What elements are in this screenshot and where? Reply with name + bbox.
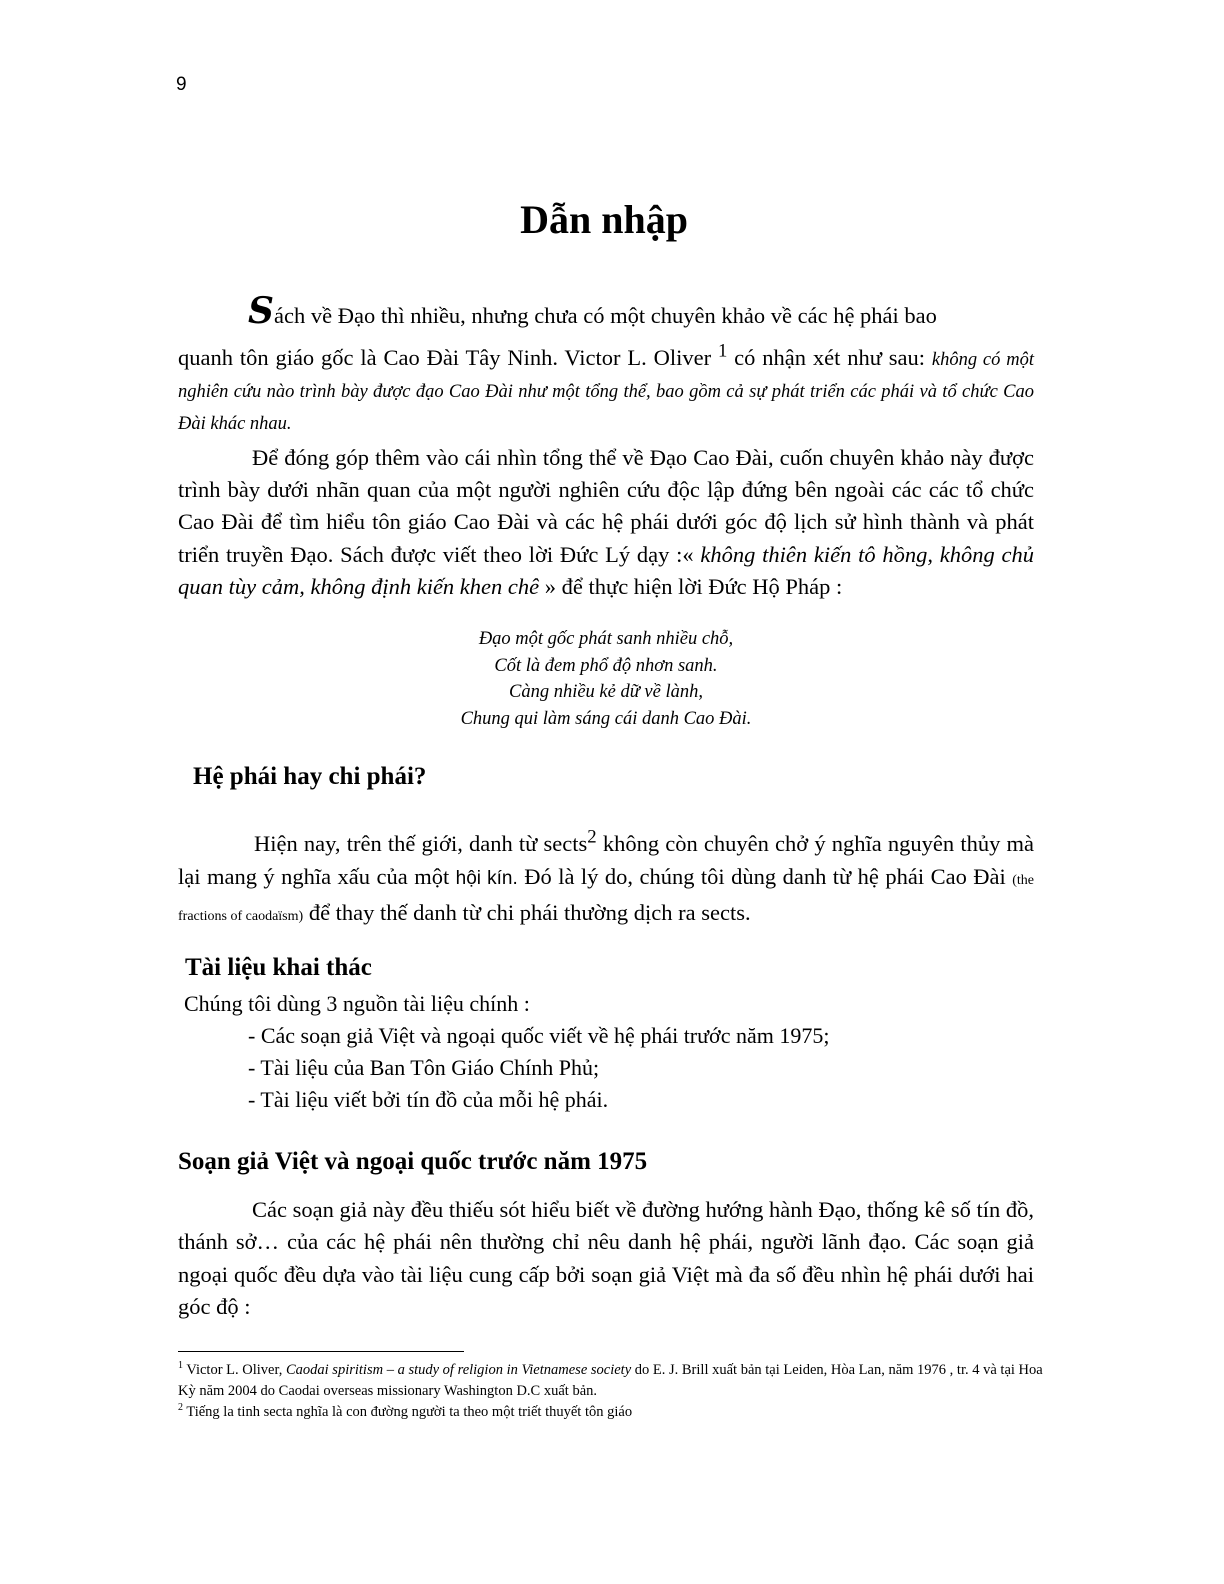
footnote-1-lead: Victor L. Oliver, — [183, 1362, 286, 1378]
list-item: - Tài liệu viết bởi tín đồ của mỗi hệ phái. — [248, 1087, 609, 1112]
footnote-1-number: 1 — [178, 1360, 183, 1372]
intro-line-1-text: ách về Đạo thì nhiều, nhưng chưa có một chuyên khảo về các hệ phái bao — [274, 303, 937, 328]
footnote-2 — [178, 1402, 1048, 1423]
page-number: 9 — [176, 74, 187, 95]
intro-line-1 — [178, 290, 1034, 332]
footnote-1-rest: do E. J. Brill xuất bản tại Leiden, Hòa Lan, năm 1976 , tr. 4 và tại Hoa Kỳ năm 2004 do Caodai overseas missionary Washington D.C xuất bản. — [178, 1362, 1043, 1399]
fractions-note: (the fractions of caodaïsm) — [178, 872, 1034, 924]
drop-cap: S — [248, 290, 274, 332]
intro-line-2-lead: quanh tôn giáo gốc là Cao Đài Tây Ninh. Victor L. Oliver — [178, 345, 718, 370]
poem-line: Chung qui làm sáng cái danh Cao Đài. — [460, 708, 752, 729]
he-phai-text-a: Hiện nay, trên thế giới, danh từ sects — [254, 831, 588, 856]
soan-gia-paragraph — [178, 1194, 1034, 1323]
footnote-2-number: 2 — [178, 1402, 183, 1414]
poem-line: Cốt là đem phổ độ nhơn sanh. — [494, 655, 718, 676]
footnote-divider — [178, 1351, 464, 1352]
he-phai-text-c: Đó là lý do, chúng tôi dùng danh từ hệ phái Cao Đài — [517, 863, 1013, 889]
he-phai-text-d: để thay thế danh từ chi phái thường dịch ra sects. — [303, 900, 751, 925]
heading-soan-gia: Soạn giả Việt và ngoại quốc trước năm 1975 — [178, 1148, 648, 1175]
poem — [0, 626, 1224, 732]
duc-ly-quote: không thiên kiến tô hồng, không chủ quan tùy cảm, không định kiến khen chê — [178, 541, 1034, 599]
heading-tai-lieu: Tài liệu khai thác — [185, 954, 372, 981]
soan-gia-text: Các soạn giả này đều thiếu sót hiểu biết về đường hướng hành Đạo, thống kê số tín đồ, thánh sở… của các hệ phái nên thường chỉ nêu danh hệ phái, người lãnh đạo. Các soạn giả ngoại quốc đều dựa vào tài liệu cung cấp bởi soạn giả Việt mà đa số đều nhìn hệ phái dưới hai góc độ : — [178, 1197, 1034, 1319]
paragraph-2-tail: » để thực hiện lời Đức Hộ Pháp : — [539, 573, 843, 599]
poem-line: Đạo một gốc phát sanh nhiều chỗ, — [478, 629, 734, 649]
oliver-quote: không có một nghiên cứu nào trình bày được đạo Cao Đài như một tổng thể, bao gồm cả sự phát triển các phái và tổ chức Cao Đài khác nhau. — [178, 350, 1034, 434]
sources-list — [184, 988, 829, 1116]
poem-line: Càng nhiều kẻ dữ về lành, — [508, 682, 703, 702]
hoi-kin-text: hội kín. — [455, 867, 518, 889]
heading-he-phai: Hệ phái hay chi phái? — [193, 763, 427, 790]
he-phai-text-b: không còn chuyên chở ý nghĩa nguyên thủy mà lại mang ý nghĩa xấu của một — [178, 831, 1034, 889]
page-title — [0, 196, 1224, 243]
footnote-ref-1[interactable]: 1 — [717, 340, 728, 362]
intro-line-2-trail: có nhận xét như sau: — [727, 345, 932, 370]
sources-intro: Chúng tôi dùng 3 nguồn tài liệu chính : — [184, 991, 530, 1016]
intro-line-2 — [178, 342, 1034, 438]
footnote-1 — [178, 1360, 1048, 1402]
he-phai-paragraph — [178, 828, 1034, 934]
list-item: - Tài liệu của Ban Tôn Giáo Chính Phủ; — [248, 1055, 600, 1080]
intro-paragraph — [178, 290, 1034, 438]
footnote-1-book-title: Caodai spiritism – a study of religion in Vietnamese society — [285, 1362, 632, 1378]
footnote-2-text: Tiếng la tinh secta nghĩa là con đường người ta theo một triết thuyết tôn giáo — [183, 1404, 633, 1420]
paragraph-2 — [178, 442, 1034, 603]
list-item: - Các soạn giả Việt và ngoại quốc viết về hệ phái trước năm 1975; — [248, 1023, 830, 1048]
paragraph-2-text: Để đóng góp thêm vào cái nhìn tổng thể về Đạo Cao Đài, cuốn chuyên khảo này được trình bày dưới nhãn quan của một người nghiên cứu độc lập đứng bên ngoài các các tổ chức Cao Đài để tìm hiểu tôn giáo Cao Đài và các hệ phái dưới góc độ lịch sử hình thành và phát triển truyền Đạo. Sách được viết theo lời Đức Lý dạy :« — [178, 445, 1034, 567]
page-title-text: Dẫn nhập — [520, 197, 688, 242]
footnotes — [178, 1360, 1048, 1423]
footnote-ref-2[interactable]: 2 — [587, 826, 597, 848]
